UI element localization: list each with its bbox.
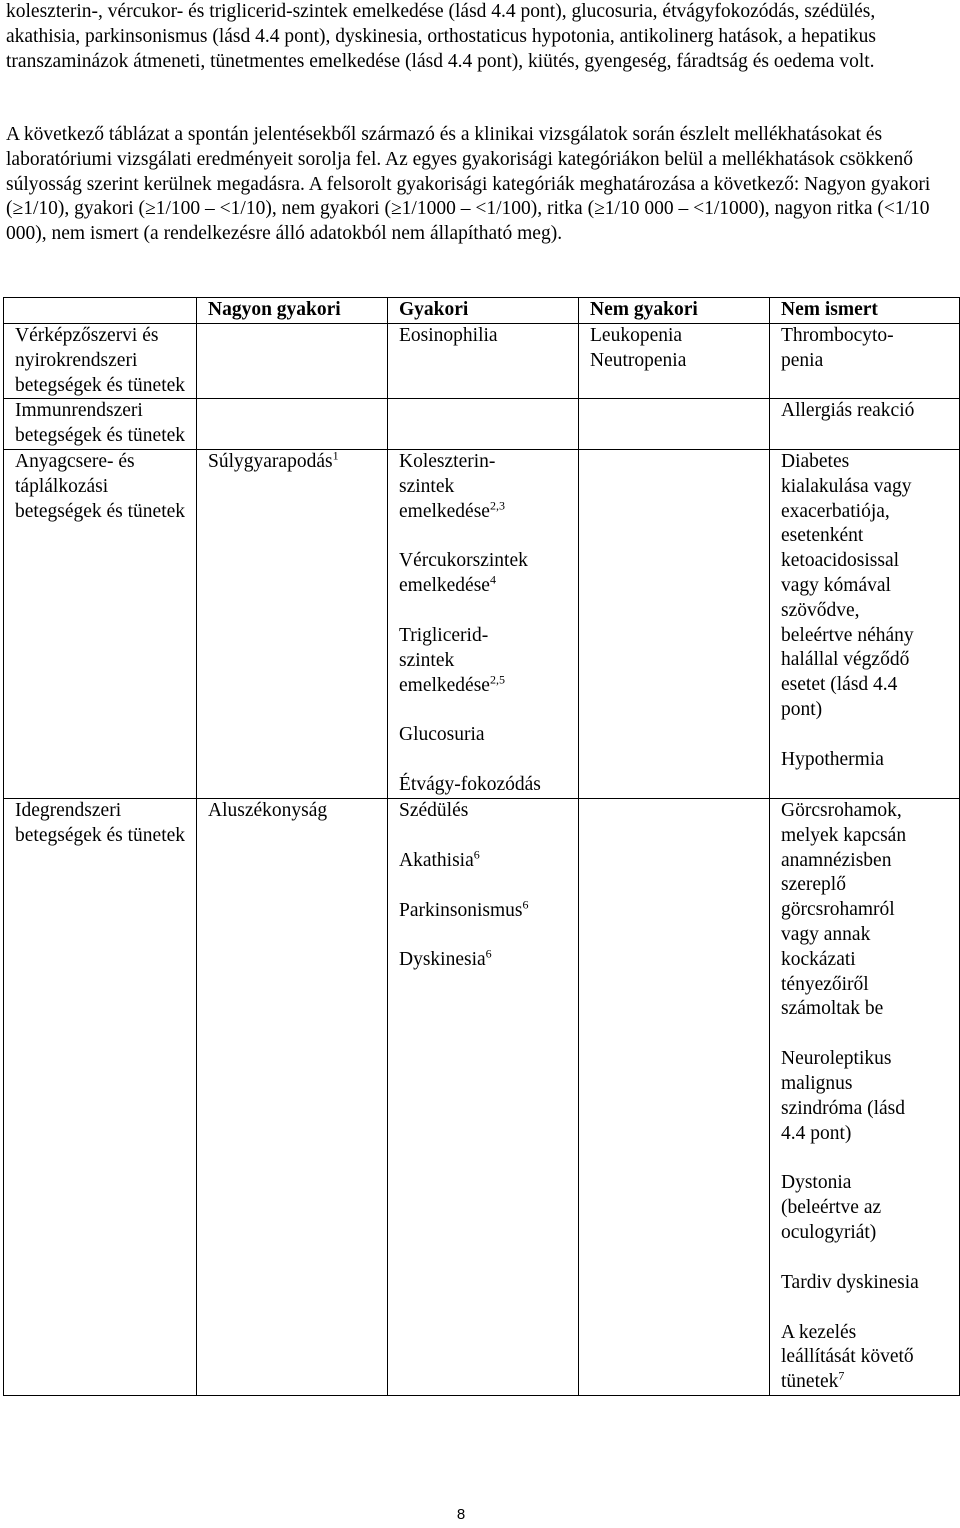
adverse-reaction-entry	[781, 1047, 955, 1146]
adverse-reaction-entry	[590, 324, 765, 374]
system-organ-class-cell: Anyagcsere- és táplálkozási betegségek és tünetek	[4, 449, 197, 798]
header-soc	[4, 298, 197, 324]
adverse-reaction-text: Aluszékonyság	[208, 799, 328, 821]
adverse-reaction-text: Dystonia (beleértve az oculogyriát)	[781, 1172, 882, 1243]
adverse-reaction-text: Allergiás reakció	[781, 400, 915, 422]
adverse-reaction-text: Hypothermia	[781, 748, 884, 770]
cell-common	[388, 324, 579, 399]
adverse-reaction-text: A kezelés leállítását követő tünetek	[781, 1321, 914, 1393]
system-organ-class-cell: Idegrendszeri betegségek és tünetek	[4, 798, 197, 1395]
adverse-reaction-text: Triglicerid- szintek emelkedése	[399, 624, 490, 696]
cell-very-common	[197, 449, 388, 798]
table-header-row	[4, 298, 960, 324]
adverse-reaction-entry	[781, 399, 955, 424]
adverse-reaction-text: Vércukorszintek emelkedése	[399, 550, 528, 597]
adverse-reaction-entry	[399, 948, 574, 973]
cell-unknown	[770, 449, 960, 798]
adverse-reaction-entry	[399, 624, 574, 698]
adverse-reaction-text: Étvágy-fokozódás	[399, 774, 541, 796]
cell-uncommon	[579, 399, 770, 450]
page-number: 8	[456, 1506, 466, 1523]
adverse-reaction-text: Parkinsonismus	[399, 899, 523, 921]
adverse-reaction-entry	[781, 1171, 955, 1245]
cell-unknown	[770, 324, 960, 399]
cell-common	[388, 449, 579, 798]
adverse-reaction-entry	[399, 723, 574, 748]
table-row	[4, 324, 960, 399]
table-row	[4, 449, 960, 798]
adverse-reaction-entry	[399, 773, 574, 798]
adverse-reaction-text: Eosinophilia	[399, 325, 498, 346]
description-paragraph: A következő táblázat a spontán jelentésekből származó és a klinikai vizsgálatok során észlelt mellékhatásokat és laboratóriumi vizsgálati eredményeit sorolja fel. Az egyes gyakorisági kategóriákon belül a mellékhatások csökkenő súlyosság szerint kerülnek megadásra. A felsorolt gyakorisági kategóriák meghatározása a következő: Nagyon gyakori (≥1/10), gyakori (≥1/100 – <1/10), nem gyakori (≥1/1000 – <1/100), ritka (≥1/10 000 – <1/1000), nagyon ritka (<1/10 000), nem ismert (a rendelkezésre álló adatokból nem állapítható meg).	[6, 124, 931, 245]
adverse-reaction-entry	[781, 748, 955, 773]
adverse-reaction-entry	[399, 450, 574, 524]
adverse-reaction-text: Tardiv dyskinesia	[781, 1271, 919, 1293]
adverse-reaction-entry	[399, 549, 574, 599]
adverse-reaction-entry	[781, 324, 955, 374]
header-very-common: Nagyon gyakori	[197, 298, 388, 324]
header-common: Gyakori	[388, 298, 579, 324]
adverse-reaction-entry	[399, 324, 574, 349]
cell-common	[388, 399, 579, 450]
cell-very-common	[197, 798, 388, 1395]
cell-very-common	[197, 399, 388, 450]
table-row	[4, 399, 960, 450]
adverse-reaction-text: Súlygyarapodás	[208, 450, 333, 472]
footnote-marker: 4	[489, 572, 496, 587]
adverse-reaction-text: Thrombocyto- penia	[781, 325, 894, 371]
adverse-reaction-entry	[781, 1271, 955, 1296]
intro-paragraph: koleszterin-, vércukor- és triglicerid-szintek emelkedése (lásd 4.4 pont), glucosuria, étvágyfokozódás, szédülés, akathisia, parkinsonismus (lásd 4.4 pont), dyskinesia, orthostaticus hypotonia, antikolinerg hatások, a hepatikus transzaminázok átmeneti, tünetmentes emelkedése (lásd 4.4 pont), kiütés, gyengeség, fáradtság és oedema volt.	[6, 1, 876, 72]
footnote-marker: 7	[838, 1368, 845, 1383]
header-unknown: Nem ismert	[770, 298, 960, 324]
cell-common	[388, 798, 579, 1395]
footnote-marker: 6	[473, 847, 480, 862]
adverse-reaction-text: Koleszterin- szintek emelkedése	[399, 450, 496, 522]
adverse-reaction-text: Leukopenia Neutropenia	[590, 325, 687, 371]
system-organ-class-cell: Immunrendszeri betegségek és tünetek	[4, 399, 197, 450]
adverse-reaction-text: Szédülés	[399, 799, 469, 821]
adverse-reaction-entry	[208, 450, 383, 475]
adverse-reaction-text: Diabetes kialakulása vagy exacerbatiója, esetenként ketoacidosissal vagy kómával szövődve, beleértve néhány halállal végződő esetet (lásd 4.4 pont)	[781, 450, 914, 720]
cell-uncommon	[579, 449, 770, 798]
adverse-reaction-entry	[399, 799, 574, 824]
adverse-reaction-text: Görcsrohamok, melyek kapcsán anamnézisben szereplő görcsrohamról vagy annak kockázati tényezőiről számoltak be	[781, 799, 907, 1020]
adverse-reaction-entry	[399, 899, 574, 924]
table-row	[4, 798, 960, 1395]
adverse-reaction-entry	[781, 799, 955, 1022]
footnote-marker: 1	[332, 448, 339, 463]
cell-uncommon	[579, 324, 770, 399]
adverse-reactions-table	[3, 297, 960, 1396]
footnote-marker: 6	[522, 897, 529, 912]
adverse-reaction-entry	[399, 849, 574, 874]
header-uncommon: Nem gyakori	[579, 298, 770, 324]
cell-unknown	[770, 798, 960, 1395]
adverse-reaction-text: Neuroleptikus malignus szindróma (lásd 4.4 pont)	[781, 1048, 906, 1144]
footnote-marker: 6	[485, 946, 492, 961]
cell-uncommon	[579, 798, 770, 1395]
adverse-reaction-text: Glucosuria	[399, 724, 485, 746]
adverse-reaction-entry	[781, 1321, 955, 1395]
adverse-reaction-text: Akathisia	[399, 849, 474, 871]
adverse-reaction-text: Dyskinesia	[399, 949, 486, 971]
cell-unknown	[770, 399, 960, 450]
adverse-reaction-entry	[781, 450, 955, 723]
cell-very-common	[197, 324, 388, 399]
adverse-reaction-entry	[208, 799, 383, 824]
footnote-marker: 2,5	[489, 672, 505, 687]
footnote-marker: 2,3	[489, 498, 505, 513]
system-organ-class-cell: Vérképzőszervi és nyirokrendszeri betegségek és tünetek	[4, 324, 197, 399]
